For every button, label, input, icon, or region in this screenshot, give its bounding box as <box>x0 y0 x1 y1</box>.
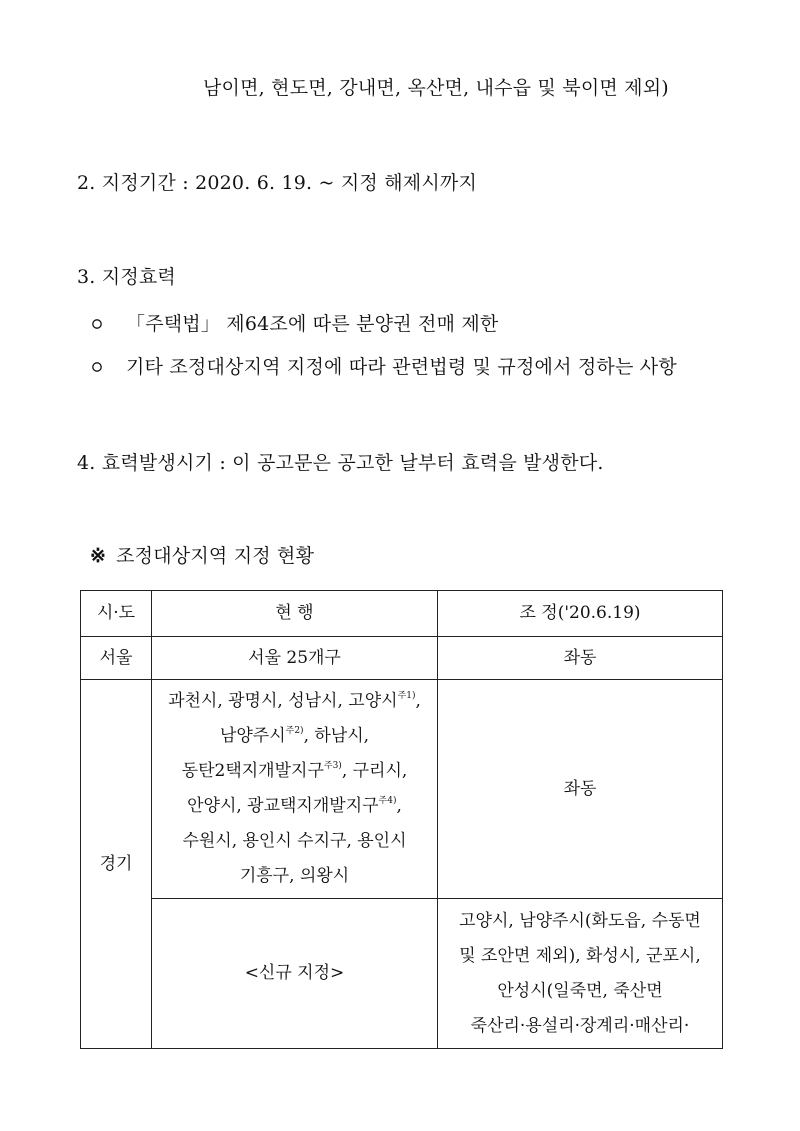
designation-status-table <box>80 590 723 1049</box>
circle-bullet-icon <box>90 356 126 378</box>
note-title <box>90 541 314 568</box>
table-header-row <box>81 591 723 637</box>
new-area-line: 고양시, 남양주시(화도읍, 수동면 <box>459 910 701 931</box>
gyeonggi-region: 경기 <box>81 680 152 1049</box>
seoul-current: 서울 25개구 <box>151 637 437 680</box>
seoul-adjusted: 좌동 <box>438 637 723 680</box>
table-row-seoul <box>81 637 723 680</box>
gyeonggi-current-line: 과천시, 광명시, 성남시, 고양시$^{주1)}$, <box>168 691 421 711</box>
new-designation-label: <신규 지정> <box>151 899 437 1049</box>
new-designation-areas <box>438 899 723 1049</box>
reference-mark: ※ <box>90 545 107 567</box>
section-3-item-1 <box>90 309 499 336</box>
new-area-line: 및 조안면 제외), 화성시, 군포시, <box>459 945 701 966</box>
gyeonggi-current-line: 기흥구, 의왕시 <box>239 866 350 886</box>
table-row-gyeonggi-existing <box>81 680 723 899</box>
section-3-title: 3. 지정효력 <box>77 266 176 288</box>
new-area-line: 안성시(일죽면, 죽산면 <box>497 980 663 1001</box>
seoul-region: 서울 <box>81 637 152 680</box>
section-3-item-2 <box>90 352 677 379</box>
table-row-gyeonggi-new <box>81 899 723 1049</box>
section-3-item-2-text: 기타 조정대상지역 지정에 따라 관련법령 및 규정에서 정하는 사항 <box>126 356 677 378</box>
header-adjusted: 조 정('20.6.19) <box>438 591 723 637</box>
circle-bullet-icon <box>90 313 126 335</box>
gyeonggi-current <box>151 680 437 899</box>
section-4-effective-date: 4. 효력발생시기 : 이 공고문은 공고한 날부터 효력을 발생한다. <box>77 452 604 474</box>
note-title-text: 조정대상지역 지정 현황 <box>116 545 315 567</box>
section-3-item-1-text: 「주택법」 제64조에 따른 분양권 전매 제한 <box>126 313 499 335</box>
gyeonggi-current-line: 남양주시$^{주2)}$, 하남시, <box>219 726 370 746</box>
gyeonggi-current-line: 안양시, 광교택지개발지구$^{주4)}$, <box>187 796 402 816</box>
gyeonggi-current-line: 동탄2택지개발지구$^{주3)}$, 구리시, <box>181 761 408 781</box>
header-current: 현 행 <box>151 591 437 637</box>
gyeonggi-adjusted: 좌동 <box>438 680 723 899</box>
header-region: 시·도 <box>81 591 152 637</box>
continuation-line: 남이면, 현도면, 강내면, 옥산면, 내수읍 및 북이면 제외) <box>203 77 669 99</box>
section-2-period: 2. 지정기간 : 2020. 6. 19. ~ 지정 해제시까지 <box>77 172 477 194</box>
new-area-line: 죽산리·용설리·장계리·매산리· <box>470 1015 690 1036</box>
gyeonggi-current-line: 수원시, 용인시 수지구, 용인시 <box>182 831 407 851</box>
